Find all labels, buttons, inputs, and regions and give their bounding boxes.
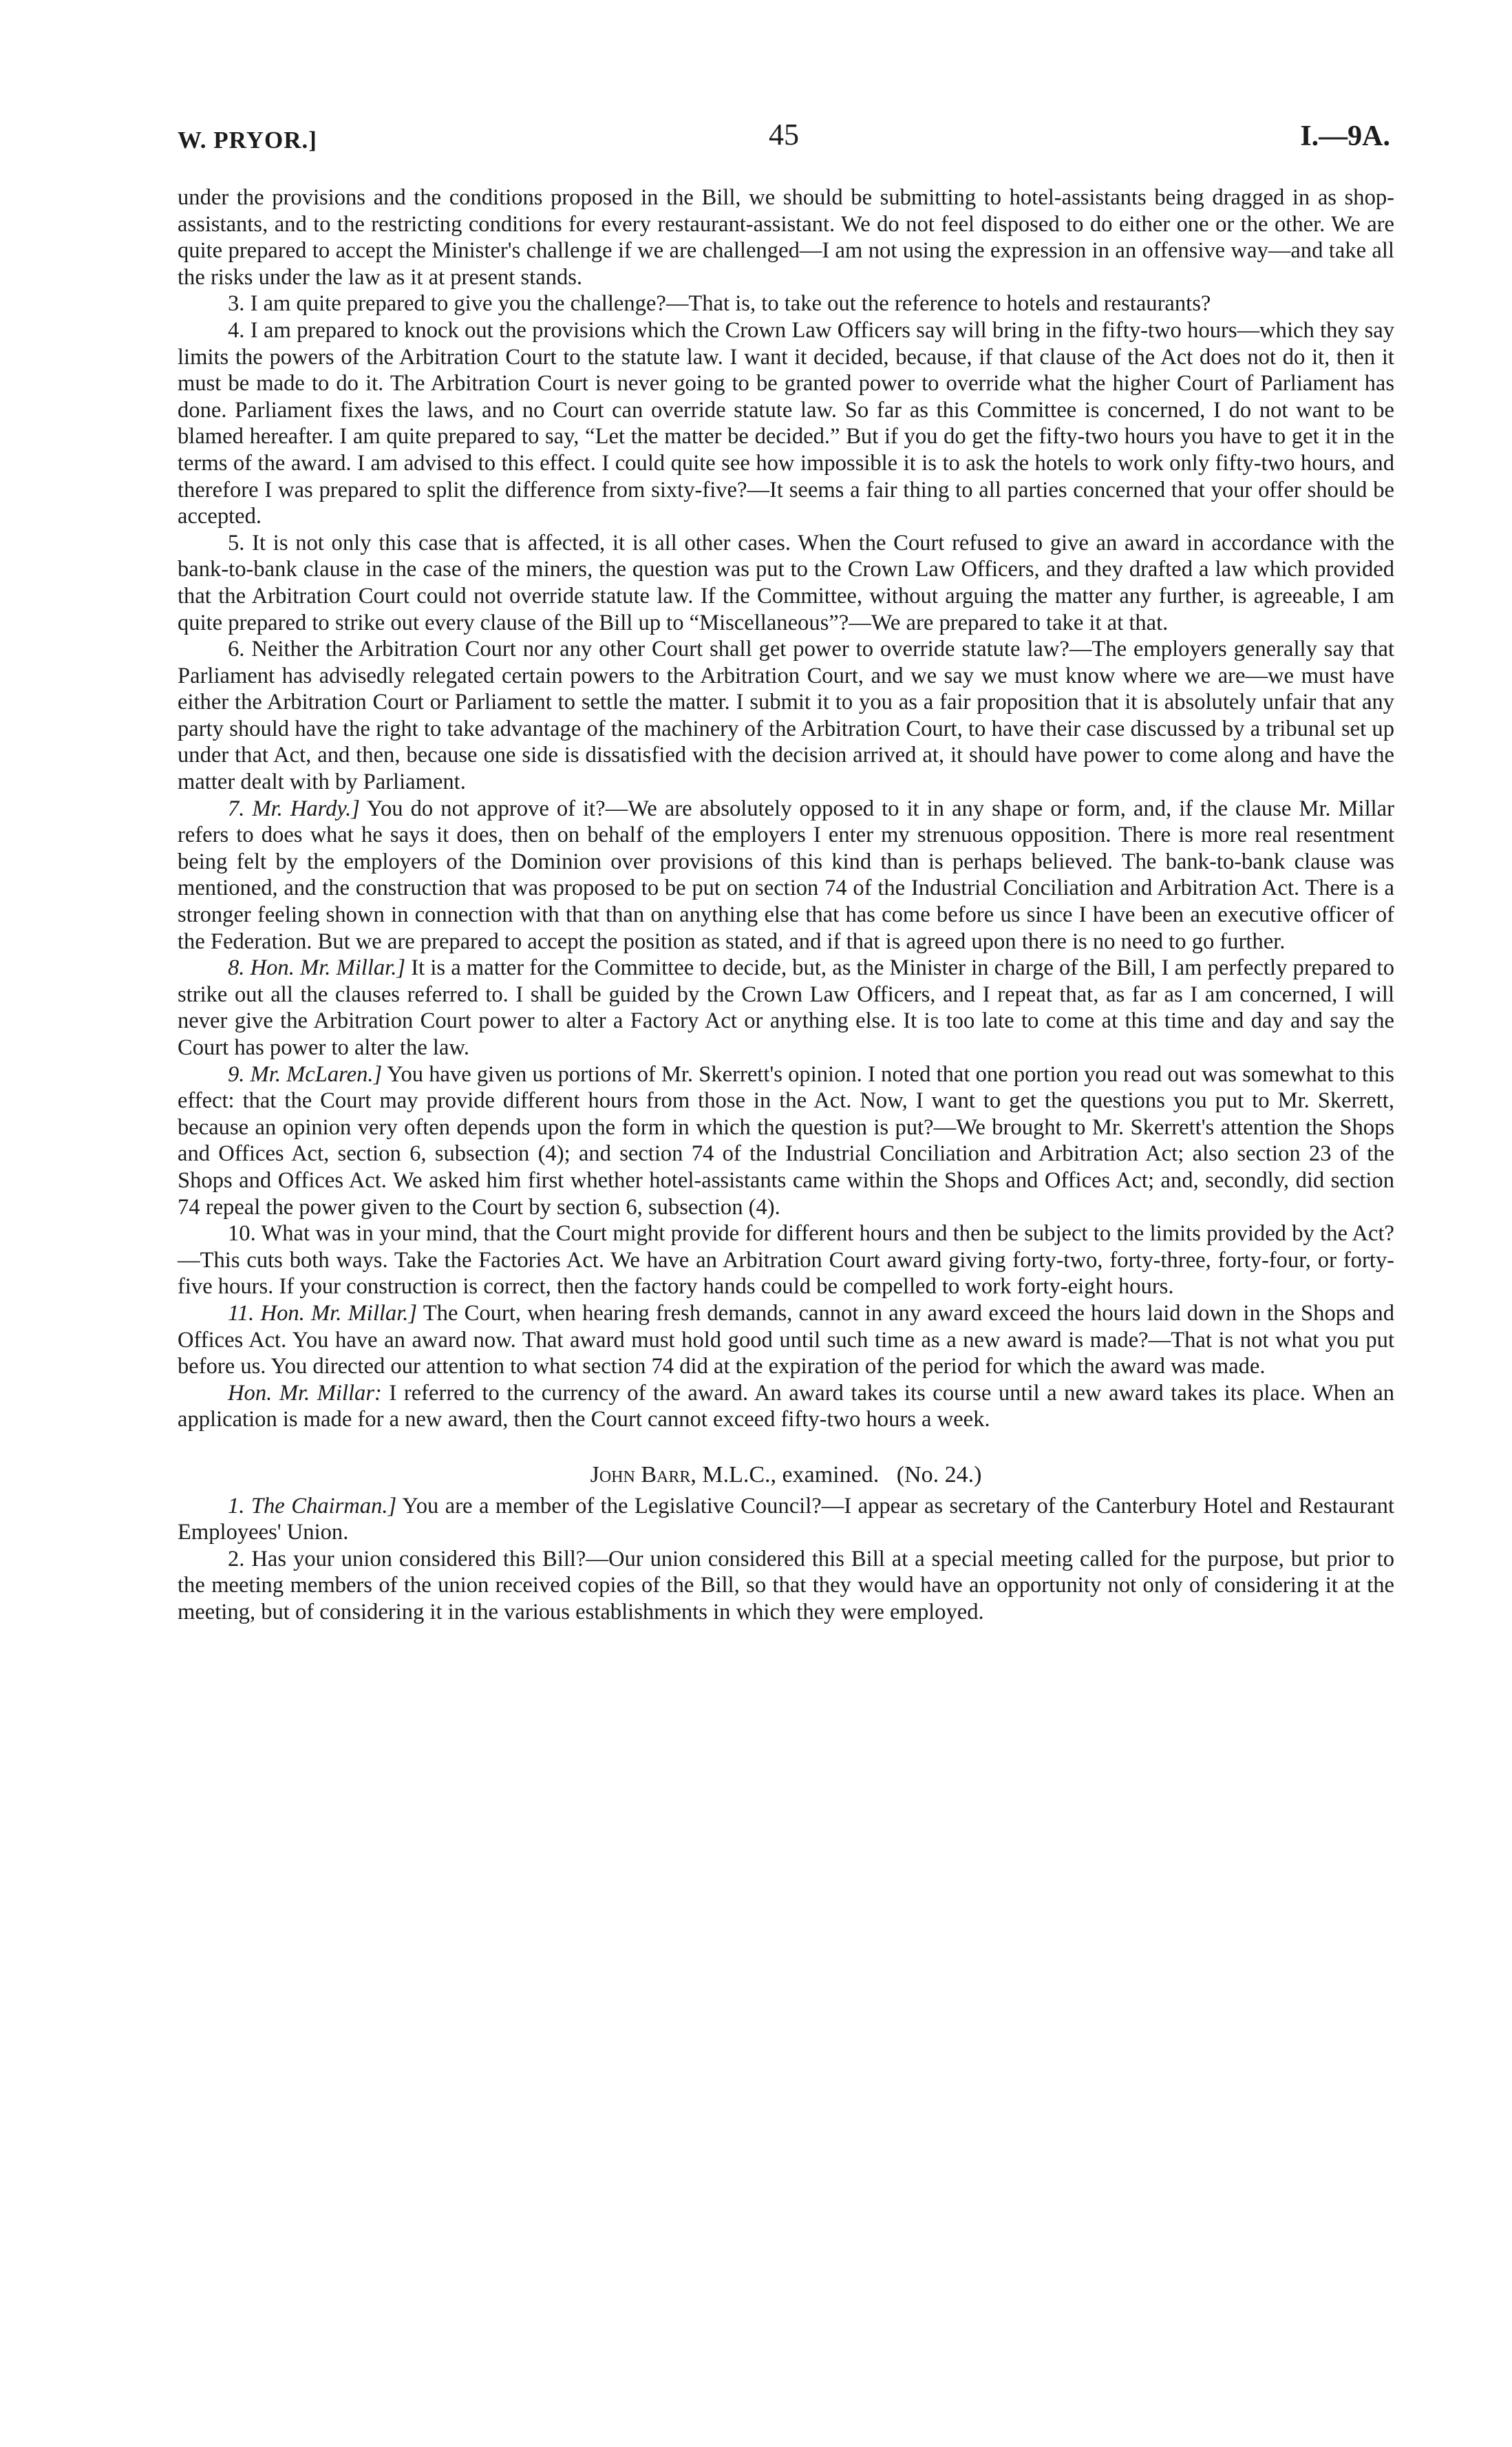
question-7 <box>178 796 1394 955</box>
witness-number: (No. 24.) <box>896 1461 982 1487</box>
witness-title: , M.L.C., examined. <box>690 1461 880 1487</box>
question-10 <box>178 1220 1394 1300</box>
speaker-label: 8. Hon. Mr. Millar.] <box>228 955 406 981</box>
paragraph-text: It is a matter for the Committee to decide, but, as the Minister in charge of the Bill, I am perfectly prepared to strike out all the clauses referred to. I shall be guided by the Crown Law Officers, and I repeat that, as far as I am concerned, I will never give the Arbitration Court power to alter a Factory Act or anything else. It is too late to come at this time and day and say the Court has power to alter the law. <box>178 955 1395 1060</box>
question-5 <box>178 530 1394 636</box>
paragraph-text: 3. I am quite prepared to give you the challenge?—That is, to take out the reference to hotels and restaurants? <box>228 291 1211 317</box>
speaker-label: Hon. Mr. Millar: <box>228 1380 382 1406</box>
document-reference: I.—9A. <box>1300 120 1390 152</box>
question-9 <box>178 1061 1394 1221</box>
question-2 <box>178 1546 1394 1626</box>
speaker-label: 1. The Chairman.] <box>228 1493 397 1518</box>
speaker-label: 9. Mr. McLaren.] <box>228 1061 383 1087</box>
paragraph-text: 2. Has your union considered this Bill?—Our union considered this Bill at a special meeting called for the purpose, but prior to the meeting members of the union received copies of the Bill, so that they would have an opportunity not only of considering it at the meeting, but of considering it in the various establishments in which they were employed. <box>178 1546 1394 1624</box>
page-number: 45 <box>769 118 799 151</box>
question-8 <box>178 955 1394 1061</box>
paragraph-continued <box>178 184 1394 290</box>
paragraph-text: under the provisions and the conditions proposed in the Bill, we should be submitting to hotel-assistants being dragged in as shop-assistants, and to the restricting conditions for every restaurant-assistant. We do not feel disposed to do either one or the other. We are quite prepared to accept the Minister's challenge if we are challenged—I am not using the expression in an offensive way—and take all the risks under the law as it at present stands. <box>178 185 1394 290</box>
question-11 <box>178 1300 1394 1380</box>
paragraph-text: You are a member of the Legislative Council?—I appear as secretary of the Canterbury Hotel and Restaurant Employees' Union. <box>178 1493 1394 1545</box>
paragraph-text: 4. I am prepared to knock out the provisions which the Crown Law Officers say will bring in the fifty-two hours—which they say limits the powers of the Arbitration Court to the statute law. I want it decided, because, if that clause of the Act does not do it, then it must be made to do it. The Arbitration Court is never going to be granted power to override what the higher Court of Parliament has done. Parliament fixes the laws, and no Court can override statute law. So far as this Committee is concerned, I do not want to be blamed hereafter. I am quite prepared to say, “Let the matter be decided.” But if you do get the fifty-two hours you have to get it in the terms of the award. I am advised to this effect. I could quite see how impossible it is to ask the hotels to work only fifty-two hours, and therefore I was prepared to split the difference from sixty-five?—It seems a fair thing to all parties concerned that your offer should be accepted. <box>178 317 1394 529</box>
question-4 <box>178 317 1394 530</box>
question-1 <box>178 1493 1394 1546</box>
paragraph-text: 5. It is not only this case that is affected, it is all other cases. When the Court refused to give an award in accordance with the bank-to-bank clause in the case of the miners, the question was put to the Crown Law Officers, and they drafted a law which provided that the Arbitration Court could not override statute law. If the Committee, without arguing the matter any further, is agreeable, I am quite prepared to strike out every clause of the Bill up to “Miscellaneous”?—We are prepared to take it at that. <box>178 530 1394 635</box>
page-body <box>178 184 1394 1625</box>
minister-remark <box>178 1380 1394 1433</box>
question-6 <box>178 636 1394 796</box>
paragraph-text: You have given us portions of Mr. Skerrett's opinion. I noted that one portion you read out was somewhat to this effect: that the Court may provide different hours from those in the Act. Now, I want to get the questions you put to Mr. Skerrett, because an opinion very often depends upon the form in which the question is put?—We brought to Mr. Skerrett's attention the Shops and Offices Act, section 6, subsection (4); and section 74 of the Industrial Conciliation and Arbitration Act; also section 23 of the Shops and Offices Act. We asked him first whether hotel-assistants came within the Shops and Offices Act; and, secondly, did section 74 repeal the power given to the Court by section 6, subsection (4). <box>178 1061 1394 1220</box>
paragraph-text: The Court, when hearing fresh demands, cannot in any award exceed the hours laid down in the Shops and Offices Act. You have an award now. That award must hold good until such time as a new award is made?—That is not what you put before us. You directed our attention to what section 74 did at the expiration of the period for which the award was made. <box>178 1300 1394 1379</box>
speaker-label: 7. Mr. Hardy.] <box>228 796 360 821</box>
paragraph-text: I referred to the currency of the award. An award takes its course until a new award takes its place. When an application is made for a new award, then the Court cannot exceed fifty-two hours a week. <box>178 1380 1394 1432</box>
page-header <box>178 117 1390 158</box>
paragraph-text: 6. Neither the Arbitration Court nor any other Court shall get power to override statute law?—The employers generally say that Parliament has advisedly relegated certain powers to the Arbitration Court, and we say we must know where we are—we must have either the Arbitration Court or Parliament to settle the matter. I submit it to you as a fair proposition that it is absolutely unfair that any party should have the right to take advantage of the machinery of the Arbitration Court, to have their case discussed by a tribunal set up under that Act, and then, because one side is dissatisfied with the decision arrived at, it should have power to come along and have the matter dealt with by Parliament. <box>178 637 1394 795</box>
witness-name: John Barr <box>590 1461 691 1487</box>
paragraph-text: You do not approve of it?—We are absolutely opposed to it in any shape or form, and, if the clause Mr. Millar refers to does what he says it does, then on behalf of the employers I enter my strenuous opposition. There is more real resentment being felt by the employers of the Dominion over provisions of this kind than is perhaps believed. The bank-to-bank clause was mentioned, and the construction that was proposed to be put on section 74 of the Industrial Conciliation and Arbitration Act. There is a stronger feeling shown in connection with that than on anything else that has come before us since I have been an executive officer of the Federation. But we are prepared to accept the position as stated, and if that is agreed upon there is no need to go further. <box>178 796 1394 954</box>
question-3 <box>178 290 1394 317</box>
witness-running-head: W. PRYOR.] <box>178 127 317 153</box>
speaker-label: 11. Hon. Mr. Millar.] <box>228 1300 418 1326</box>
witness-heading <box>178 1462 1394 1489</box>
paragraph-text: 10. What was in your mind, that the Court might provide for different hours and then be subject to the limits provided by the Act?—This cuts both ways. Take the Factories Act. We have an Arbitration Court award giving forty-two, forty-three, forty-four, or forty-five hours. If your construction is correct, then the factory hands could be compelled to work forty-eight hours. <box>178 1221 1394 1300</box>
